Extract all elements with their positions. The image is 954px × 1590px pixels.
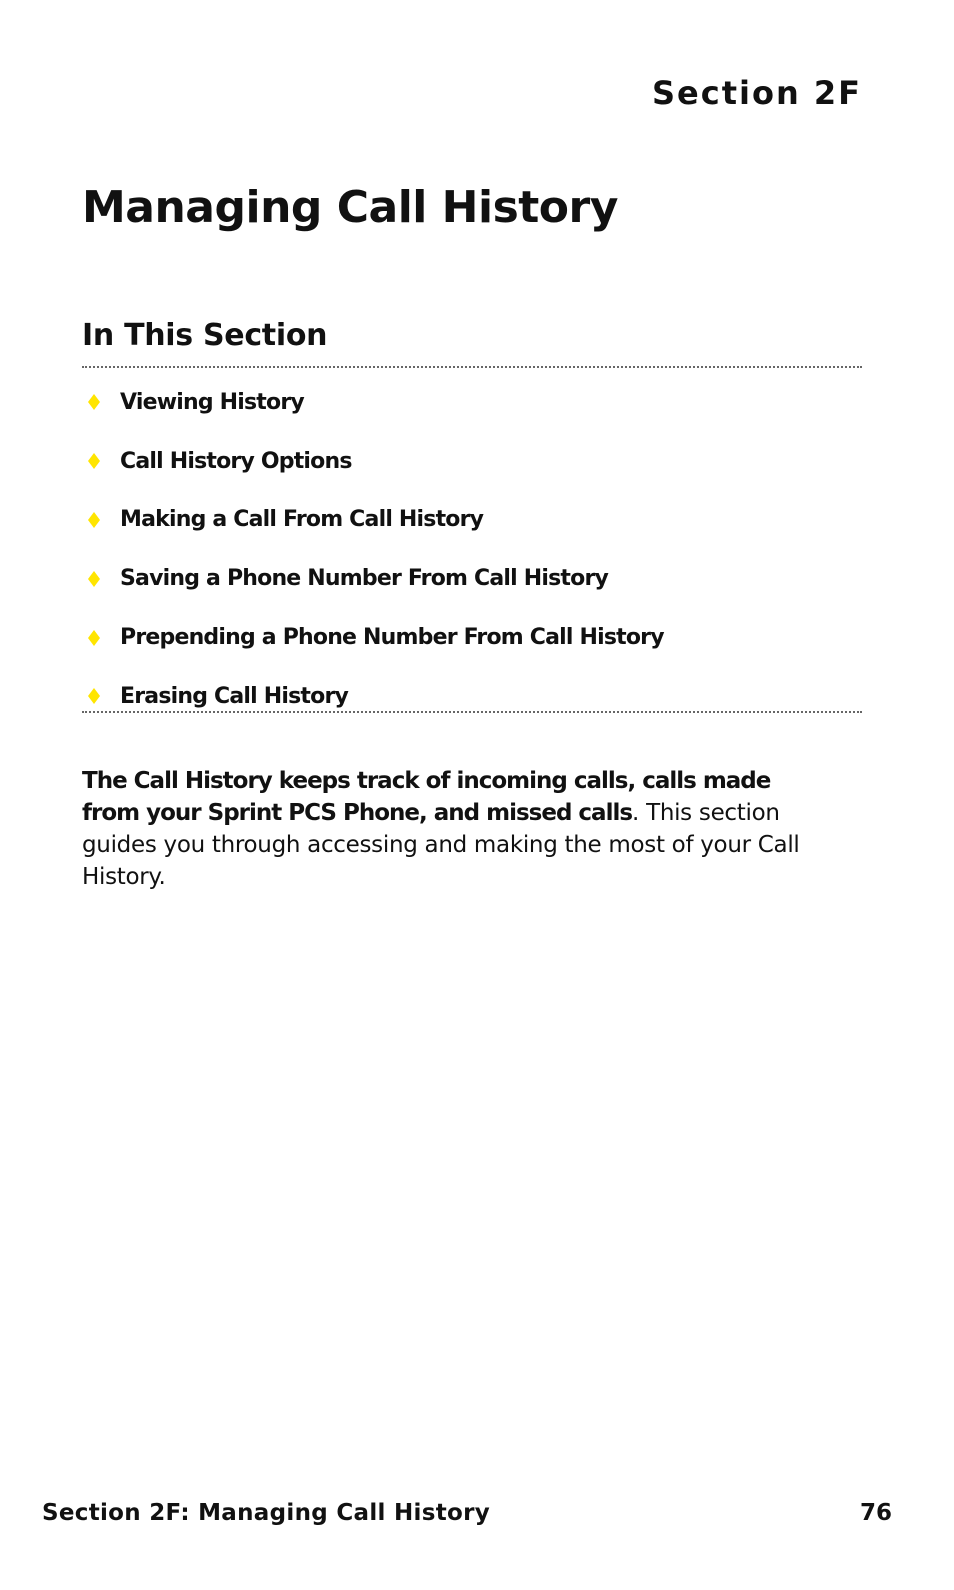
dotted-divider-top: [82, 366, 862, 368]
list-item: [82, 491, 862, 550]
toc-item-label: Call History Options: [120, 448, 352, 474]
list-item: [82, 667, 862, 726]
diamond-bullet-icon: [84, 628, 104, 648]
section-tag: Section 2F: [651, 74, 862, 112]
toc-item-label: Erasing Call History: [120, 683, 349, 709]
toc-item-label: Prepending a Phone Number From Call History: [120, 625, 664, 651]
diamond-bullet-icon: [84, 392, 104, 412]
page-number: 76: [859, 1500, 892, 1526]
dotted-divider-bottom: [82, 711, 862, 713]
diamond-bullet-icon: [84, 451, 104, 471]
list-item: [82, 608, 862, 667]
list-item: [82, 549, 862, 608]
list-item: [82, 373, 862, 432]
in-this-section-heading: In This Section: [82, 318, 328, 353]
diamond-bullet-icon: [84, 510, 104, 530]
intro-bold-text: The Call History keeps track of incoming calls, calls made from your Sprint PCS Phone, and missed calls: [82, 768, 771, 826]
toc-item-label: Saving a Phone Number From Call History: [120, 566, 609, 592]
toc-item-label: Making a Call From Call History: [120, 507, 484, 533]
intro-regular-text: . This section guides you through accessing and making the most of your Call History.: [82, 800, 800, 890]
footer-section-title: Section 2F: Managing Call History: [42, 1500, 491, 1526]
toc-item-label: Viewing History: [120, 389, 304, 415]
diamond-bullet-icon: [84, 569, 104, 589]
section-contents-list: [82, 373, 862, 726]
diamond-bullet-icon: [84, 686, 104, 706]
intro-paragraph: [82, 765, 802, 893]
page-title: Managing Call History: [82, 182, 618, 233]
list-item: [82, 432, 862, 491]
